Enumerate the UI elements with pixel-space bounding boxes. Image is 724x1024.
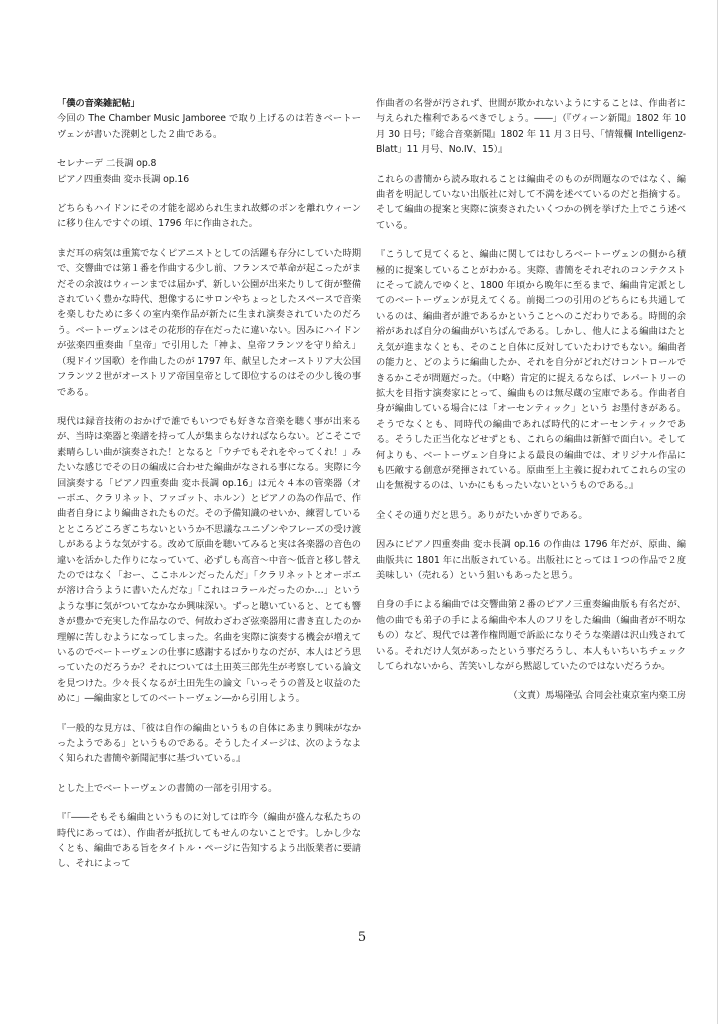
paragraph: まだ耳の病気は重篤でなくピアニストとしての活躍も存分にしていた時期で、交響曲では第１番を作曲する少し前、フランスで革命が起こったがまだその余波はウィーンまでは届かず、新しい公園が出来たりして街が整備されていく豊かな時代、想像するにサロンやちょっとしたスペースで音楽を楽しむために多くの室内楽作品が新たに生まれ演奏されていたのだろう。ベートーヴェンはその花形的存在だったに違いない。因みにハイドンが弦楽四重奏曲「皇帝」で引用した「神よ、皇帝フランツを守り給え」（現ドイツ国歌）を作曲したのが 1797 年、献呈したオーストリア大公国フランツ２世がオーストリア帝国皇帝として即位するのはその少し後の事である。	[57, 247, 361, 398]
left-column	[57, 96, 361, 886]
right-column	[376, 96, 686, 718]
intro-text: 今回の The Chamber Music Jamboree で取り上げるのは若きベートーヴェンが書いた溌剌とした２曲である。	[57, 113, 361, 140]
page-number: 5	[357, 930, 367, 945]
quotation: 『「――そもそも編曲というものに対しては昨今（編曲が盛んな私たちの時代にあっては）、作曲者が抵抗してもせんのないことです。しかし少なくとも、編曲である旨をタイトル・ページに告知するよう出版業者に要請し、それによって	[57, 812, 361, 870]
paragraph: とした上でベートーヴェンの書簡の一部を引用する。	[57, 782, 278, 794]
paragraph: 自身の手による編曲では交響曲第２番のピアノ三重奏編曲版も有名だが、他の曲でも弟子の手による編曲や本人のフリをした編曲（編曲者が不明なもの）など、現代では著作権問題で訴訟になりそうな楽譜は沢山残されている。それだけ人気があったという事だろうし、本人もいちいちチェックしてられないから、苦笑いしながら黙認していたのではないだろうか。	[376, 599, 686, 672]
paragraph: 因みにピアノ四重奏曲 変ホ長調 op.16 の作曲は 1796 年だが、原曲、編曲版共に 1801 年に出版されている。出版社にとっては１つの作品で２度美味しい（売れる）という狙いもあったと思う。	[376, 539, 686, 581]
paragraph: どちらもハイドンにその才能を認められ生まれ故郷のボンを離れウィーンに移り住んですぐの頃、1796 年に作曲された。	[57, 203, 361, 230]
author-credit: （文責）馬場隆弘 合同会社東京室内楽工房	[508, 690, 686, 702]
column-heading	[57, 96, 361, 142]
heading-text: 「僕の音楽雑記帖」	[57, 98, 140, 109]
work-piano-quartet: ピアノ四重奏曲 変ホ長調 op.16	[57, 173, 190, 185]
paragraph: 全くその通りだと思う。ありがたいかぎりである。	[376, 509, 588, 521]
quotation: 『こうして見てくると、編曲に関してはむしろベートーヴェンの側から積極的に提案していることがわかる。実際、書簡をそれぞれのコンテクストにそって読んでゆくと、1800 年頃から晩年に至るまで、編曲肯定派としてのベートーヴェンが見えてくる。前掲二つの引用のどちらにも共通しているのは、編曲者が誰であるかということへのこだわりである。時間的余裕があれば自分の編曲がいちばんである。しかし、他人による編曲はたとえ気が進まなくとも、そのこと自体に反対していたわけでもない。編曲者の能力と、どのように編曲したか、それを自分がどれだけコントロールできるかこそが問題だった。（中略）肯定的に捉えるならば、レパートリーの拡大を目指す演奏家にとって、編曲ものは無尽蔵の宝庫である。作曲者自身が編曲している場合には「オーセンティック」という お墨付きがある。そうでなくとも、同時代の編曲であれば時代的にオーセンティックである。そうした正当化などせずとも、これらの編曲は新鮮で面白い。そして何よりも、ベートーヴェン自身による最良の編曲では、オリジナル作品にも匹敵する創意が発揮されている。原曲至上主義に捉われてこれらの宝の山を無視するのは、いかにももったいないというものである。』	[376, 249, 686, 492]
quotation-continued: 作曲者の名誉が汚されず、世間が欺かれないようにすることは、作曲者に与えられた権利であるべきでしょう。――」（『ヴィーン新聞』1802 年 10 月 30 日号；『総合音楽新聞』1802 年 11 月３日号、「情報欄 Intelligenz-Blatt」11 月号、No.IV、15）』	[376, 98, 686, 156]
scan-edge-divider	[717, 0, 718, 1024]
quotation: 『一般的な見方は、「彼は自作の編曲というもの自体にあまり興味がなかったようである」というものである。そうしたイメージは、次のようなよく知られた書簡や新聞記事に基づいている。』	[57, 722, 361, 765]
works-list	[57, 156, 361, 187]
work-serenade: セレナーデ 二長調 op.8	[57, 158, 157, 170]
paragraph: これらの書簡から読み取れることは編曲そのものが問題なのではなく、編曲者を明記していない出版社に対して不満を述べているのだと指摘する。そして編曲の提案と実際に演奏されたいくつかの例を挙げた上でこう述べている。	[376, 173, 686, 231]
paragraph: 現代は録音技術のおかげで誰でもいつでも好きな音楽を聴く事が出来るが、当時は楽器と楽譜を持って人が集まらなければならない。どこそこで素晴らしい曲が演奏された！となると「ウチでもそれをやってくれ！」みたいな感じでその日の編成に合わせた編曲がなされる事になる。実際に今回演奏する「ピアノ四重奏曲 変ホ長調 op.16」は元々４本の管楽器（オーボエ、クラリネット、ファゴット、ホルン）とピアノの為の作品で、作曲者自身により編曲されたものだ。その予備知識のせいか、練習しているとところどころぎこちないというか不思議なユニゾンやフレーズの受け渡しがあるような気がする。改めて原曲を聴いてみると実は各楽器の音色の違いを活かした作りになっていて、必ずしも高音〜中音〜低音と移し替えたのではなく「おー、ここホルンだったんだ」「クラリネットとオーボエが溶け合うように書いたんだな」「これはコラールだったのか…」というような事に気がついてなかなか興味深い。ずっと聴いていると、とても響きが豊かで充実した作品なので、何故わざわざ弦楽器用に書き直したのか理解に苦しむようになってしまった。名曲を実際に演奏する機会が増えているのでベートーヴェンの仕事に感謝するばかりなのだが、本人はどう思っていたのだろうか？それについては土田英三郎先生が考察している論文を見つけた。少々長くなるが土田先生の論文「いっそうの普及と収益のために」―編曲家としてのベートーヴェン―から引用しよう。	[57, 415, 361, 705]
